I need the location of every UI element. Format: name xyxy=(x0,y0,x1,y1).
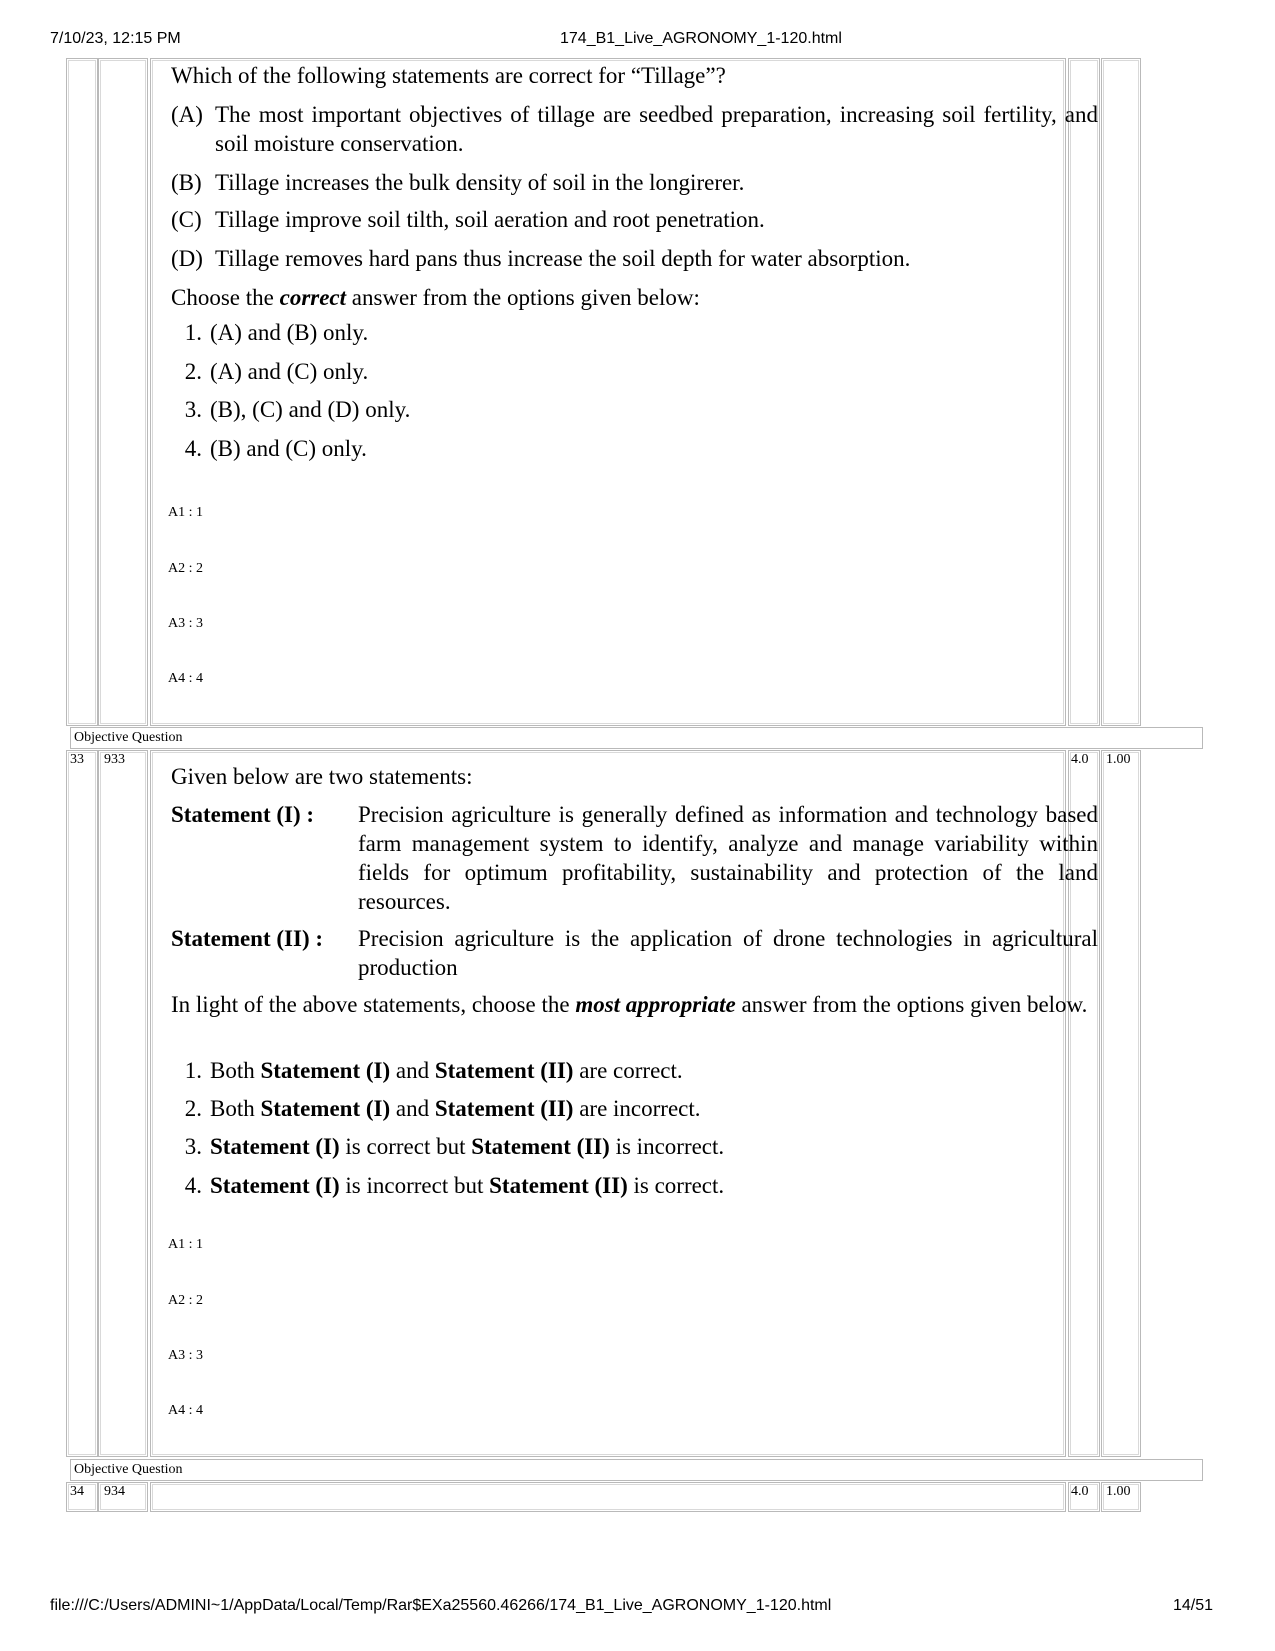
q32-answer-4: A4 : 4 xyxy=(168,671,203,686)
statement-label: Statement (I) : xyxy=(171,802,315,827)
q34-marks: 4.0 xyxy=(1071,1484,1089,1499)
q33-statement-1 xyxy=(171,800,1098,916)
q32-answer-1: A1 : 1 xyxy=(168,505,203,520)
statement-label: Statement (II) : xyxy=(171,926,324,951)
option-number: 1. xyxy=(184,320,202,345)
option-s1: Statement (I) xyxy=(260,1058,391,1083)
q32-sno-cell xyxy=(66,58,98,726)
option-text-mid: and xyxy=(390,1096,435,1121)
q33-light-instruction xyxy=(171,990,1098,1019)
q32-qid-cell xyxy=(98,58,148,726)
statement-text: Tillage increases the bulk density of soil in the longirerer. xyxy=(215,170,745,195)
option-text: (B), (C) and (D) only. xyxy=(210,397,411,422)
q32-statement-d xyxy=(171,244,1098,273)
choose-emphasis: correct xyxy=(279,285,347,310)
option-s1: Statement (I) xyxy=(260,1096,391,1121)
q34-serial-number: 34 xyxy=(70,1484,84,1499)
option-s2: Statement (II) xyxy=(434,1058,574,1083)
option-text-mid: is incorrect but xyxy=(339,1173,490,1198)
light-pre: In light of the above statements, choose the xyxy=(171,992,576,1017)
option-text-end: are incorrect. xyxy=(573,1096,701,1121)
q33-intro: Given below are two statements: xyxy=(171,764,473,789)
print-datetime: 7/10/23, 12:15 PM xyxy=(50,30,181,47)
q32-statement-b xyxy=(171,168,1098,197)
q33-answer-3: A3 : 3 xyxy=(168,1348,203,1363)
statement-tag: (C) xyxy=(171,207,202,232)
print-file-path: file:///C:/Users/ADMINI~1/AppData/Local/Temp/Rar$EXa25560.46266/174_B1_Live_AGRONOMY_1-120.html xyxy=(50,1597,832,1614)
q32-option-2 xyxy=(171,359,368,385)
q34-body-cell xyxy=(150,1482,1066,1512)
statement-text: Precision agriculture is generally defined as information and technology based farm management system to identify, analyze and manage variability within fields for optimum profitability, sustainability and protection of the land resources. xyxy=(358,802,1098,914)
question-type-label: Objective Question xyxy=(74,730,183,745)
q32-statement-a xyxy=(171,100,1098,158)
q32-body-cell xyxy=(150,58,1066,726)
option-s1: Statement (I) xyxy=(210,1134,340,1159)
statement-text: Tillage improve soil tilth, soil aeration and root penetration. xyxy=(215,207,765,232)
q33-answer-1: A1 : 1 xyxy=(168,1237,203,1252)
option-text-a: Both xyxy=(210,1096,261,1121)
option-text-end: is incorrect. xyxy=(609,1134,725,1159)
q32-question: Which of the following statements are correct for “Tillage”? xyxy=(171,63,726,88)
light-post: answer from the options given below. xyxy=(735,992,1088,1017)
q32-statement-c xyxy=(171,205,1098,234)
q33-marks: 4.0 xyxy=(1071,752,1089,767)
option-text-end: is correct. xyxy=(627,1173,725,1198)
q32-option-1 xyxy=(171,320,368,346)
q34-type-strip xyxy=(70,1459,1203,1481)
option-text: (A) and (C) only. xyxy=(210,359,369,384)
q33-option-3 xyxy=(171,1134,724,1160)
q32-choose-instruction xyxy=(171,283,1098,312)
statement-text: The most important objectives of tillage are seedbed preparation, increasing soil fertility, and soil moisture conservation. xyxy=(215,102,1098,156)
q33-statement-2 xyxy=(171,924,1098,982)
q34-negative-marks: 1.00 xyxy=(1106,1484,1131,1499)
q33-option-4 xyxy=(171,1173,724,1199)
option-number: 4. xyxy=(184,436,202,461)
q33-serial-number: 33 xyxy=(70,752,84,767)
option-s1: Statement (I) xyxy=(210,1173,340,1198)
choose-pre: Choose the xyxy=(171,285,280,310)
statement-tag: (A) xyxy=(171,102,203,127)
q33-answer-2: A2 : 2 xyxy=(168,1293,203,1308)
option-text: (A) and (B) only. xyxy=(210,320,369,345)
q33-qid-cell xyxy=(98,750,148,1457)
q33-neg-cell xyxy=(1101,750,1141,1457)
option-number: 2. xyxy=(184,1096,202,1121)
q33-negative-marks: 1.00 xyxy=(1106,752,1131,767)
choose-post: answer from the options given below: xyxy=(346,285,700,310)
q32-neg-cell xyxy=(1101,58,1141,726)
option-text-mid: is correct but xyxy=(339,1134,472,1159)
q33-sno-cell xyxy=(66,750,98,1457)
option-number: 4. xyxy=(184,1173,202,1198)
light-emphasis: most appropriate xyxy=(575,992,736,1017)
question-type-label: Objective Question xyxy=(74,1462,183,1477)
q32-option-4 xyxy=(171,436,367,462)
q32-option-3 xyxy=(171,397,410,423)
option-s2: Statement (II) xyxy=(434,1096,574,1121)
option-text-a: Both xyxy=(210,1058,261,1083)
option-text: (B) and (C) only. xyxy=(210,436,367,461)
option-text-end: are correct. xyxy=(573,1058,683,1083)
print-page-number: 14/51 xyxy=(1173,1597,1214,1614)
statement-tag: (B) xyxy=(171,170,202,195)
q34-question-id: 934 xyxy=(104,1484,125,1499)
option-text-mid: and xyxy=(390,1058,435,1083)
statement-text: Tillage removes hard pans thus increase the soil depth for water absorption. xyxy=(215,246,911,271)
option-number: 3. xyxy=(184,397,202,422)
option-s2: Statement (II) xyxy=(489,1173,628,1198)
q33-type-strip xyxy=(70,727,1203,749)
q33-answer-4: A4 : 4 xyxy=(168,1403,203,1418)
q32-marks-cell xyxy=(1068,58,1100,726)
q33-option-2 xyxy=(171,1096,701,1122)
statement-tag: (D) xyxy=(171,246,203,271)
option-number: 3. xyxy=(184,1134,202,1159)
print-file-title: 174_B1_Live_AGRONOMY_1-120.html xyxy=(560,30,842,47)
option-number: 2. xyxy=(184,359,202,384)
statement-text: Precision agriculture is the application of drone technologies in agricultural production xyxy=(358,926,1098,980)
q33-question-id: 933 xyxy=(104,752,125,767)
q32-answer-2: A2 : 2 xyxy=(168,561,203,576)
q32-answer-3: A3 : 3 xyxy=(168,616,203,631)
option-s2: Statement (II) xyxy=(471,1134,610,1159)
option-number: 1. xyxy=(184,1058,202,1083)
q33-option-1 xyxy=(171,1058,683,1084)
